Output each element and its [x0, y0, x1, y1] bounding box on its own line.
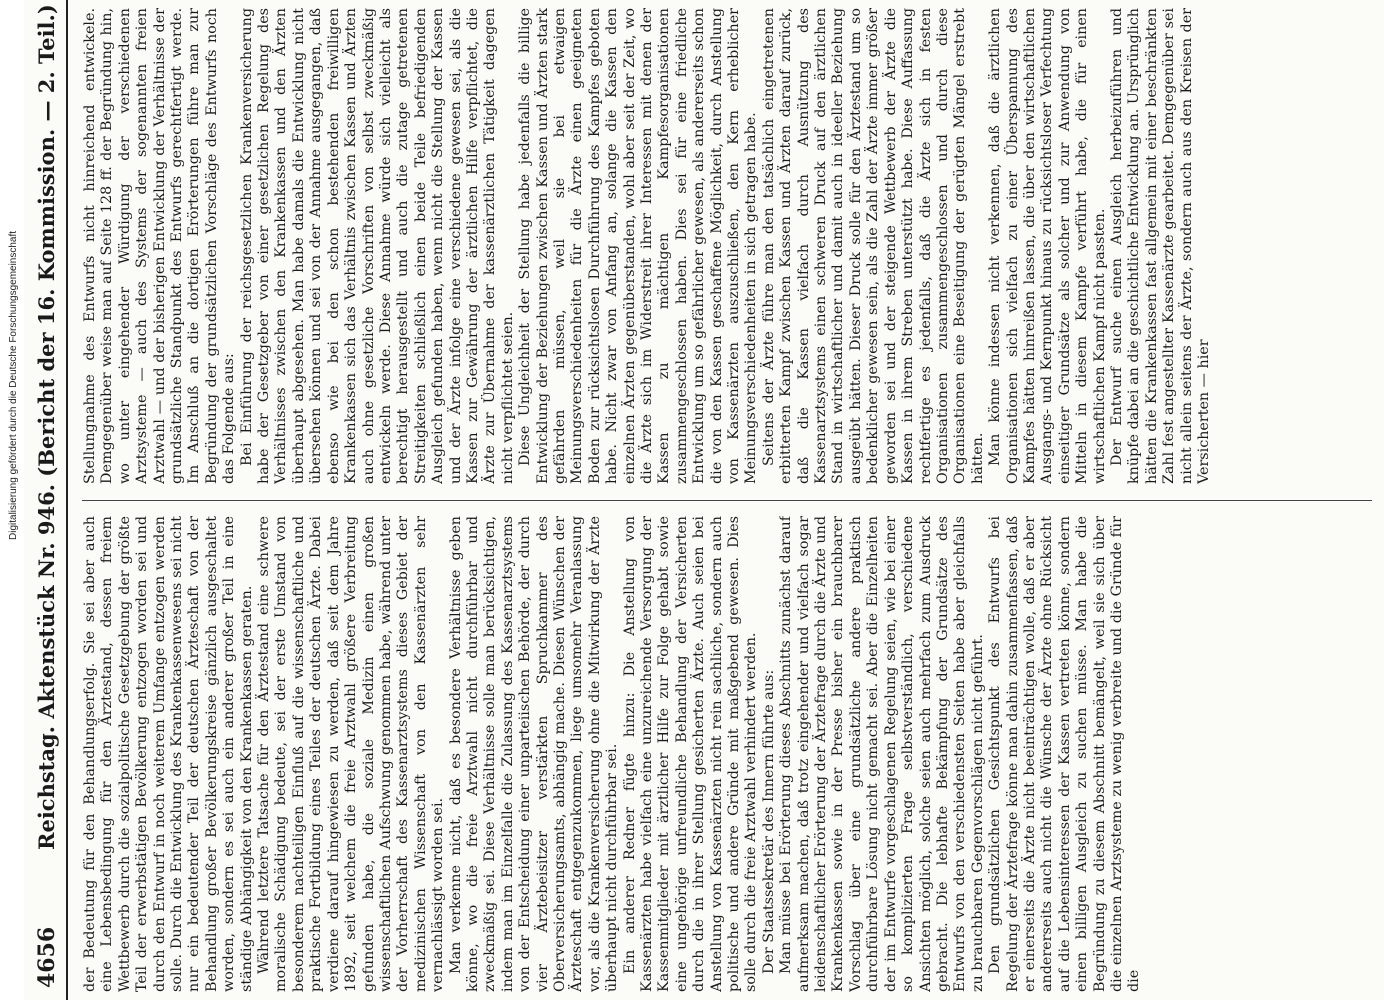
paragraph: der Bedeutung für den Behandlungserfolg. Sie sei aber auch eine Lebensbedingung für den Ärztestand, dessen freiem Wettbewerb durch die sozialpolitische Gesetzgebung der größte Teil der erwerbstätigen Bevölkerung entzogen worden sei und durch den Entwurf in noch weiterem Umfange entzogen werden solle. Durch die Entwicklung des Krankenkassenwesens sei nicht nur ein bedeutender Teil der deutschen Ärzteschaft von der Behandlung großer Bevölkerungskreise gänzlich ausgeschaltet worden, sondern es sei auch ein anderer großer Teil in eine ständige Abhängigkeit von den Krankenkassen geraten.: [82, 516, 255, 992]
paragraph: Man könne indessen nicht verkennen, daß die ärztlichen Organisationen sich vielfach zu einer Überspannung des Kampfes hätten hinreißen lassen, die über den wirtschaftlichen Ausgangs- und Kernpunkt hinaus zu rücksichtsloser Verfechtung einseitiger Grundsätze als solcher und zur Anwendung von Mitteln in diesem Kampfe verführt habe, die für einen wirtschaftlichen Kampf nicht passten.: [987, 8, 1108, 484]
left-column: [82, 516, 1372, 992]
paragraph: Ein anderer Redner fügte hinzu: Die Anstellung von Kassenärzten habe vielfach eine unzureichende Versorgung der Kassenmitglieder mit ärztlicher Hilfe zur Folge gehabt sowie eine ungehörige unfreundliche Behandlung der Versicherten durch die in ihrer Stellung gesicherten Ärzte. Auch seien bei Anstellung von Kassenärzten nicht rein sachliche, sondern auch politische und andere Gründe mit maßgebend gewesen. Dies solle durch die freie Arztwahl verhindert werden.: [621, 516, 760, 992]
paragraph: Diese Ungleichheit der Stellung habe jedenfalls die billige Entwicklung der Beziehungen zwischen Kassen und Ärzten stark gefährden müssen, weil sie bei etwaigen Meinungsverschiedenheiten für die Ärzte einen geeigneten Boden zur rücksichtslosen Durchführung des Kampfes geboten habe. Nicht zwar von Anfang an, solange die Kassen den einzelnen Ärzten gegenüberstanden, wohl aber seit der Zeit, wo die Ärzte sich im Widerstreit ihrer Interessen mit denen der Kassen zu mächtigen Kampfesorganisationen zusammengeschlossen haben. Dies sei für eine friedliche Entwicklung um so gefährlicher gewesen, als andererseits schon die von den Kassen geschaffene Möglichkeit, durch Anstellung von Kassenärzten auszuschließen, den Kern erheblicher Meinungsverschiedenheiten in sich getragen habe.: [517, 8, 760, 484]
paragraph: Der Entwurf suche einen Ausgleich herbeizuführen und knüpfe dabei an die geschichtliche Entwicklung an. Ursprünglich hätten die Krankenkassen fast allgemein mit einer beschränkten Zahl fest angestellter Kassenärzte gearbeitet. Demgegenüber sei nicht allein seitens der Ärzte, sondern auch aus den Kreisen der Versicherten — hier: [1108, 8, 1212, 484]
header-rule: [66, 0, 68, 1000]
paragraph: Während letztere Tatsache für den Ärztestand eine schwere moralische Schädigung bedeute, sei der erste Umstand von besonderem nachteiligen Einfluß auf die wissenschaftliche und praktische Fortbildung eines Teiles der deutschen Ärzte. Dabei verdiene darauf hingewiesen zu werden, daß seit dem Jahre 1892, seit welchem die freie Arztwahl größere Verbreitung gefunden habe, die soziale Medizin einen großen wissenschaftlichen Aufschwung genommen habe, während unter der Vorherrschaft des Kassenarztsystems dieses Gebiet der medizinischen Wissenschaft von den Kassenärzten sehr vernachlässigt worden sei.: [256, 516, 447, 992]
page-header: [24, 0, 68, 1000]
page-number: 4656: [34, 926, 60, 988]
rotated-page: [24, 0, 1384, 1000]
paragraph: Stellungnahme des Entwurfs nicht hinreichend entwickele. Demgegenüber weise man auf Seite 128 ff. der Begründung hin, wo unter eingehender Würdigung der verschiedenen Arztsysteme — auch des Systems der sogenannten freien Arztwahl — und der bisherigen Entwicklung der Verhältnisse der grundsätzliche Standpunkt des Entwurfs gerechtfertigt werde. Im Anschluß an die dortigen Erörterungen führe man zur Begründung der grundsätzlichen Vorschläge des Entwurfs noch das Folgende aus:: [82, 8, 238, 484]
page-scan: [24, 0, 1384, 1000]
digitization-note-text: Digitalisierung gefördert durch die Deutsche Forschungsgemeinschaft: [8, 230, 19, 540]
paragraph: Man verkenne nicht, daß es besondere Verhältnisse geben könne, wo die freie Arztwahl nicht durchführbar und zweckmäßig sei. Diese Verhältnisse solle man berücksichtigen, indem man im Einzelfalle die Zulassung des Kassenarztsystems von der Entscheidung einer unparteiischen Behörde, der durch vier Ärztebeisitzer verstärkten Spruchkammer des Oberversicherungsamts, abhängig mache. Diesen Wünschen der Ärzteschaft entgegenzukommen, liege umsomehr Veranlassung vor, als die Krankenversicherung ohne die Mitwirkung der Ärzte überhaupt nicht durchführbar sei.: [447, 516, 621, 992]
paragraph: Den grundsätzlichen Gesichtspunkt des Entwurfs bei Regelung der Ärztefrage könne man dahin zusammenfassen, daß er einerseits die Ärzte nicht beeinträchtigen wolle, daß er aber andererseits auch nicht die Wünsche der Ärzte ohne Rücksicht auf die Lebensinteressen der Kassen vertreten könne, sondern einen billigen Ausgleich zu suchen müsse. Man habe die Begründung zu diesem Abschnitt bemängelt, weil sie sich über die einzelnen Arztsysteme zu wenig verbreite und die Gründe für die: [987, 516, 1143, 992]
digitization-note: [0, 0, 19, 1000]
paragraph: Seitens der Ärzte führe man den tatsächlich eingetretenen erbitterten Kampf zwischen Kassen und Ärzten darauf zurück, daß die Kassen vielfach durch Ausnützung des Kassenarztsystems einen schweren Druck auf den ärztlichen Stand in wirtschaftlicher und damit auch in ideeller Beziehung ausgeübt hätten. Dieser Druck solle für den Ärztestand um so bedenklicher gewesen sein, als die Zahl der Ärzte immer größer geworden sei und der steigende Wettbewerb der Ärzte die Kassen in ihrem Streben unterstützt habe. Diese Auffassung rechtfertige es jedenfalls, daß die Ärzte sich in festen Organisationen zusammengeschlossen und durch diese Organisationen eine Beseitigung der gerügten Mängel erstrebt hätten.: [760, 8, 986, 484]
right-column: [82, 8, 1372, 484]
column-divider: [82, 500, 1372, 501]
paragraph: Bei Einführung der reichsgesetzlichen Krankenversicherung habe der Gesetzgeber von einer gesetzlichen Regelung des Verhältnisses zwischen den Krankenkassen und den Ärzten überhaupt abgesehen. Man habe damals die Entwicklung nicht übersehen können und sei von der Annahme ausgegangen, daß ebenso wie bei den schon bestehenden freiwilligen Krankenkassen sich das Verhältnis zwischen Kassen und Ärzten auch ohne gesetzliche Vorschriften von selbst zweckmäßig entwickeln werde. Diese Annahme würde sich vielleicht als berechtigt herausgestellt und auch die zutage getretenen Streitigkeiten schließlich einen beide Teile befriedigenden Ausgleich gefunden haben, wenn nicht die Stellung der Kassen und der Ärzte infolge eine verschiedene gewesen sei, als die Kassen zur Gewährung der ärztlichen Hilfe verpflichtet, die Ärzte zur Übernahme der kassenärztlichen Tätigkeit dagegen nicht verpflichtet seien.: [238, 8, 516, 484]
page-title: Reichstag. Aktenstück Nr. 946. (Bericht der 16. Kommission. — 2. Teil.): [34, 4, 59, 850]
paragraph: Man müsse bei Erörterung dieses Abschnitts zunächst darauf aufmerksam machen, daß trotz eingehender und vielfach sogar leidenschaftlicher Erörterung der Ärztefrage durch die Ärzte und Krankenkassen sowie in der Presse bisher ein brauchbarer Vorschlag über eine grundsätzliche andere praktisch durchführbare Lösung nicht gemacht sei. Aber die Einzelheiten der im Entwurfe vorgeschlagenen Regelung seien, wie bei einer so komplizierten Frage selbstverständlich, verschiedene Ansichten möglich, solche seien auch mehrfach zum Ausdruck gebracht. Die lebhafte Bekämpfung der Grundsätze des Entwurfs von den verschiedensten Seiten habe aber gleichfalls zu brauchbaren Gegenvorschlägen nicht geführt.: [778, 516, 986, 992]
speaker-heading: Der Staatssekretär des Innern führte aus:: [760, 669, 777, 974]
